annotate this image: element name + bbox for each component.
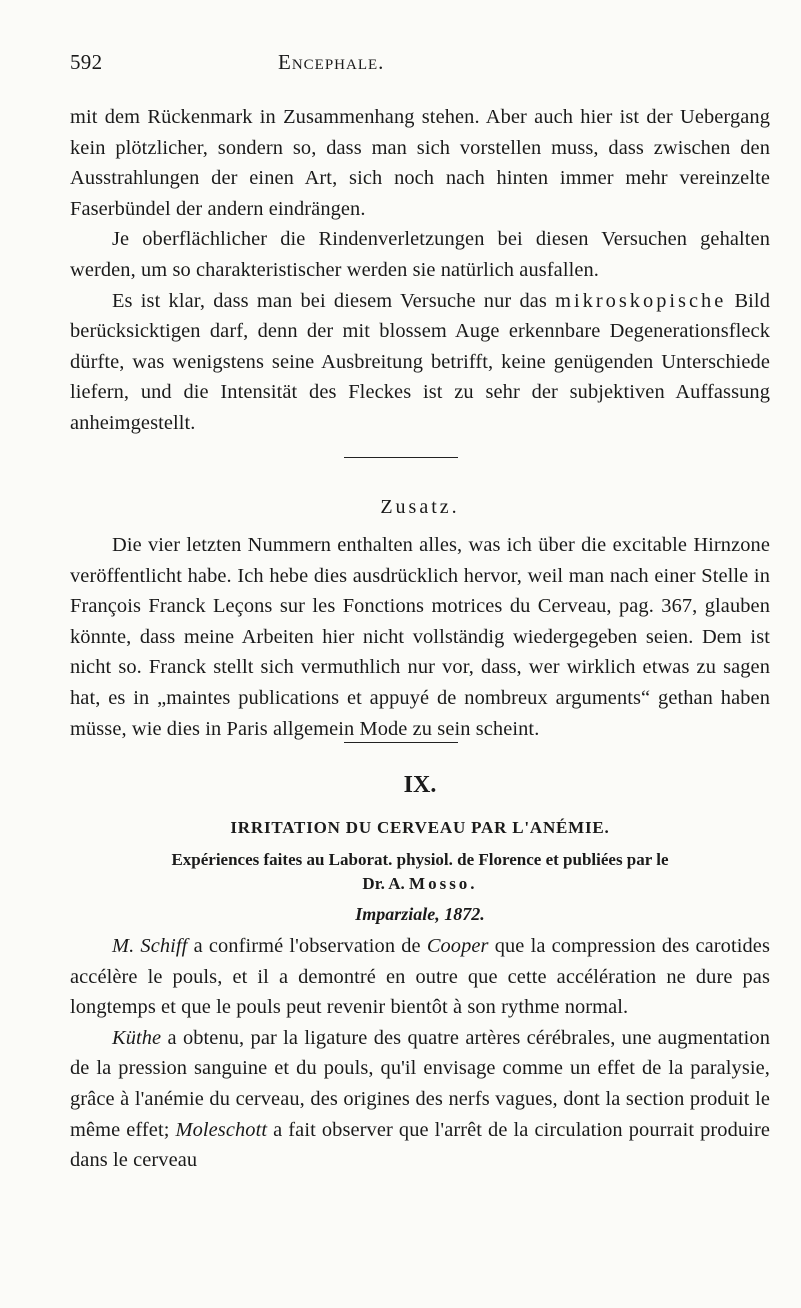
page-number: 592	[70, 50, 103, 74]
paragraph: Die vier letzten Nummern enthalten alles, was ich über die excitable Hirnzone veröffentlicht habe. Ich hebe dies ausdrücklich hervor, weil man nach einer Stelle in François Franck Leçons sur les Fonctions motrices du Cerveau, pag. 367, glauben könnte, dass meine Arbeiten hier nicht vollständig wiedergegeben seien. Dem ist nicht so. Franck stellt sich vermuthlich nur vor, dass, wer wirklich etwas zu sagen hat, es in „maintes publications et appuyé de nombreux arguments“ gethan haben müsse, wie dies in Paris allgemein Mode zu sein scheint.	[70, 534, 770, 740]
author-name: Cooper	[426, 935, 489, 957]
section-body	[70, 931, 770, 1176]
spaced-emphasis: mikroskopische	[555, 289, 727, 312]
paragraph: Es ist klar, dass man bei diesem Versuche nur das mikroskopische Bild berücksicktigen darf, denn der mit blossem Auge erkennbare Degenerationsfleck dürfte, was wenigstens seine Ausbreitung betrifft, keine genügenden Unterschiede liefern, und die Intensität des Fleckes ist zu sehr der subjektiven Auffassung anheimgestellt.	[70, 289, 770, 434]
paragraph: Küthe a obtenu, par la ligature des quatre artères cérébrales, une augmentation de la pression sanguine et du pouls, qu'il envisage comme un effet de la paralysie, grâce à l'anémie du cerveau, des origines des nerfs vagues, dont la section produit le même effet; Moleschott a fait observer que l'arrêt de la circulation pourrait produire dans le cerveau	[70, 1026, 770, 1172]
zusatz-body	[70, 530, 770, 744]
running-title: Encephale.	[278, 50, 385, 74]
author-name: Moleschott	[175, 1118, 268, 1141]
author-name: Küthe	[112, 1026, 162, 1049]
section-number: IX.	[403, 772, 437, 798]
paragraph: M. Schiff a confirmé l'observation de Cooper que la compression des carotides accélère le pouls, et il a demontré en outre que cette accélération ne dure pas longtemps et que le pouls peut revenir bientôt à son rythme normal.	[70, 935, 770, 1019]
zusatz-heading: Zusatz.	[380, 496, 460, 518]
author-name: M. Schiff	[112, 935, 188, 957]
section-title: IRRITATION DU CERVEAU PAR L'ANÉMIE.	[230, 818, 610, 837]
section-subtitle: Expériences faites au Laborat. physiol. de Florence et publiées par le Dr. A. Mosso.	[171, 850, 669, 893]
paragraph: mit dem Rückenmark in Zusammenhang stehen. Aber auch hier ist der Uebergang kein plötzlicher, sondern so, dass man sich vorstellen muss, dass zwischen den Ausstrahlungen der einen Art, sich noch nach hinten immer mehr vereinzelte Faserbündel der andern eindrängen.	[70, 106, 770, 220]
section-continuation	[70, 102, 770, 439]
author-name: Mosso.	[409, 874, 478, 893]
section-divider	[344, 742, 458, 743]
section-divider	[344, 457, 458, 458]
source-citation: Imparziale, 1872.	[355, 904, 485, 924]
paragraph: Je oberflächlicher die Rindenverletzungen bei diesen Versuchen gehalten werden, um so charakteristischer werden sie natürlich ausfallen.	[70, 228, 770, 281]
